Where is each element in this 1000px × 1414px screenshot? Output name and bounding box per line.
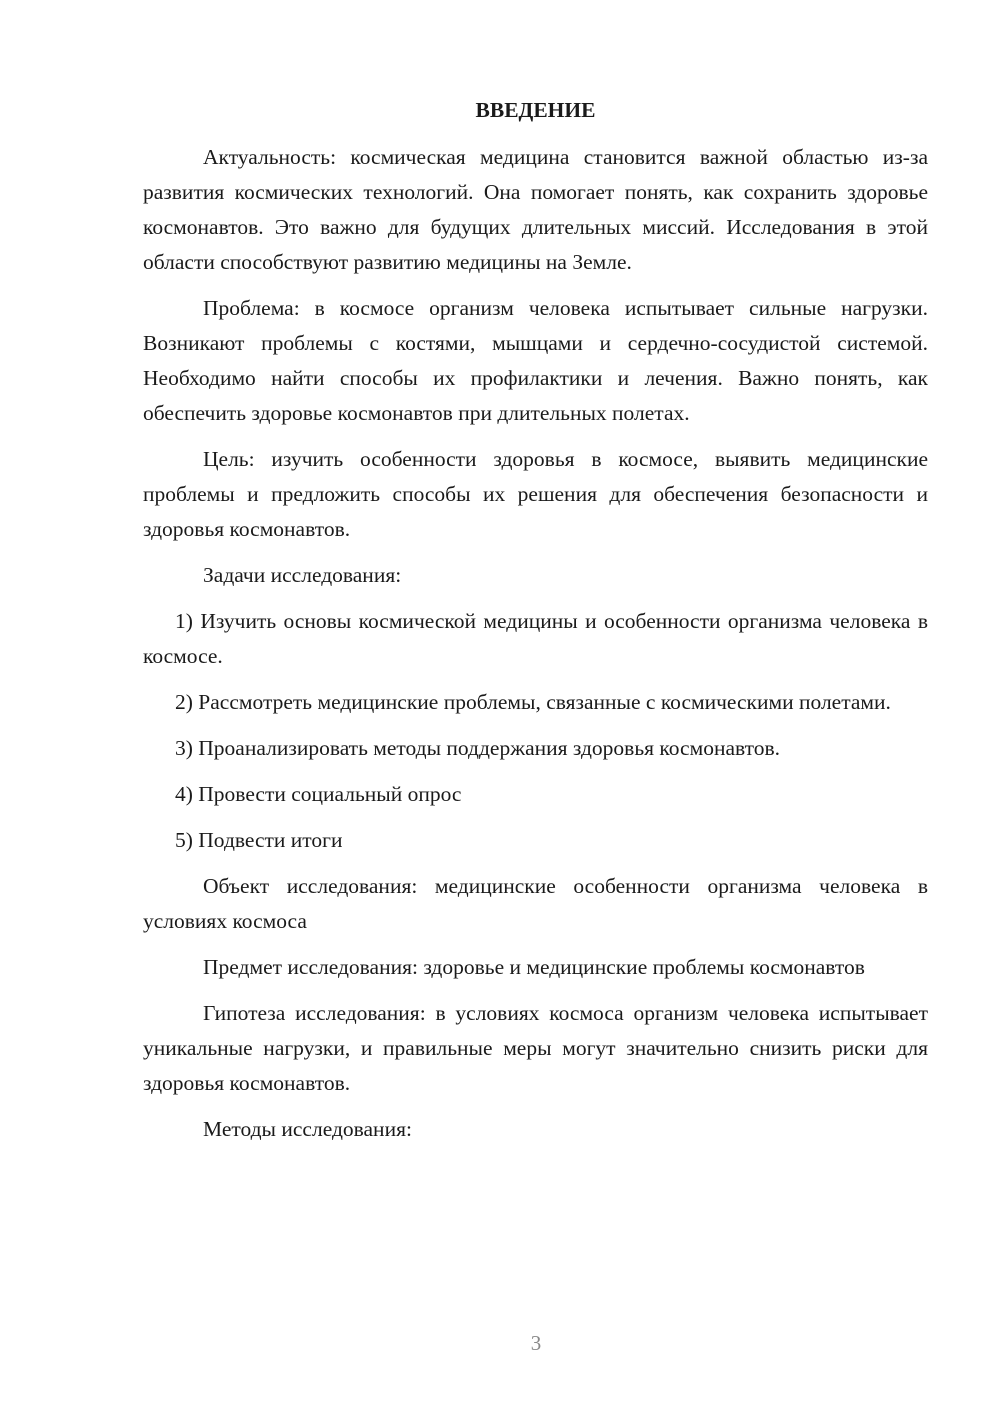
hypothesis-paragraph: Гипотеза исследования: в условиях космоса организм человека испытывает уникальные нагрузки, и правильные меры могут значительно снизить риски для здоровья космонавтов. — [143, 1001, 928, 1095]
tasks-heading: Задачи исследования: — [203, 563, 402, 587]
problem-paragraph: Проблема: в космосе организм человека испытывает сильные нагрузки. Возникают проблемы с костями, мышцами и сердечно-сосудистой системой. Необходимо найти способы их профилактики и лечения. Важно понять, как обеспечить здоровье космонавтов при длительных полетах. — [143, 296, 928, 425]
object-paragraph: Объект исследования: медицинские особенности организма человека в условиях космоса — [143, 874, 928, 933]
methods-heading: Методы исследования: — [203, 1117, 412, 1141]
goal-paragraph: Цель: изучить особенности здоровья в космосе, выявить медицинские проблемы и предложить способы их решения для обеспечения безопасности и здоровья космонавтов. — [143, 447, 928, 541]
page-number: 3 — [530, 1331, 542, 1355]
page-title: ВВЕДЕНИЕ — [475, 98, 596, 122]
relevance-paragraph: Актуальность: космическая медицина становится важной областью из-за развития космических технологий. Она помогает понять, как сохранить здоровье космонавтов. Это важно для будущих длительных миссий. Исследования в этой области способствуют развитию медицины на Земле. — [143, 145, 928, 274]
task-item: 4) Провести социальный опрос — [175, 782, 462, 806]
task-item: 3) Проанализировать методы поддержания здоровья космонавтов. — [175, 736, 780, 760]
task-item: 1) Изучить основы космической медицины и особенности организма человека в космосе. — [143, 609, 928, 668]
document-page — [143, 88, 928, 1158]
subject-paragraph: Предмет исследования: здоровье и медицинские проблемы космонавтов — [203, 955, 865, 979]
task-item: 2) Рассмотреть медицинские проблемы, связанные с космическими полетами. — [175, 690, 891, 714]
task-item: 5) Подвести итоги — [175, 828, 343, 852]
